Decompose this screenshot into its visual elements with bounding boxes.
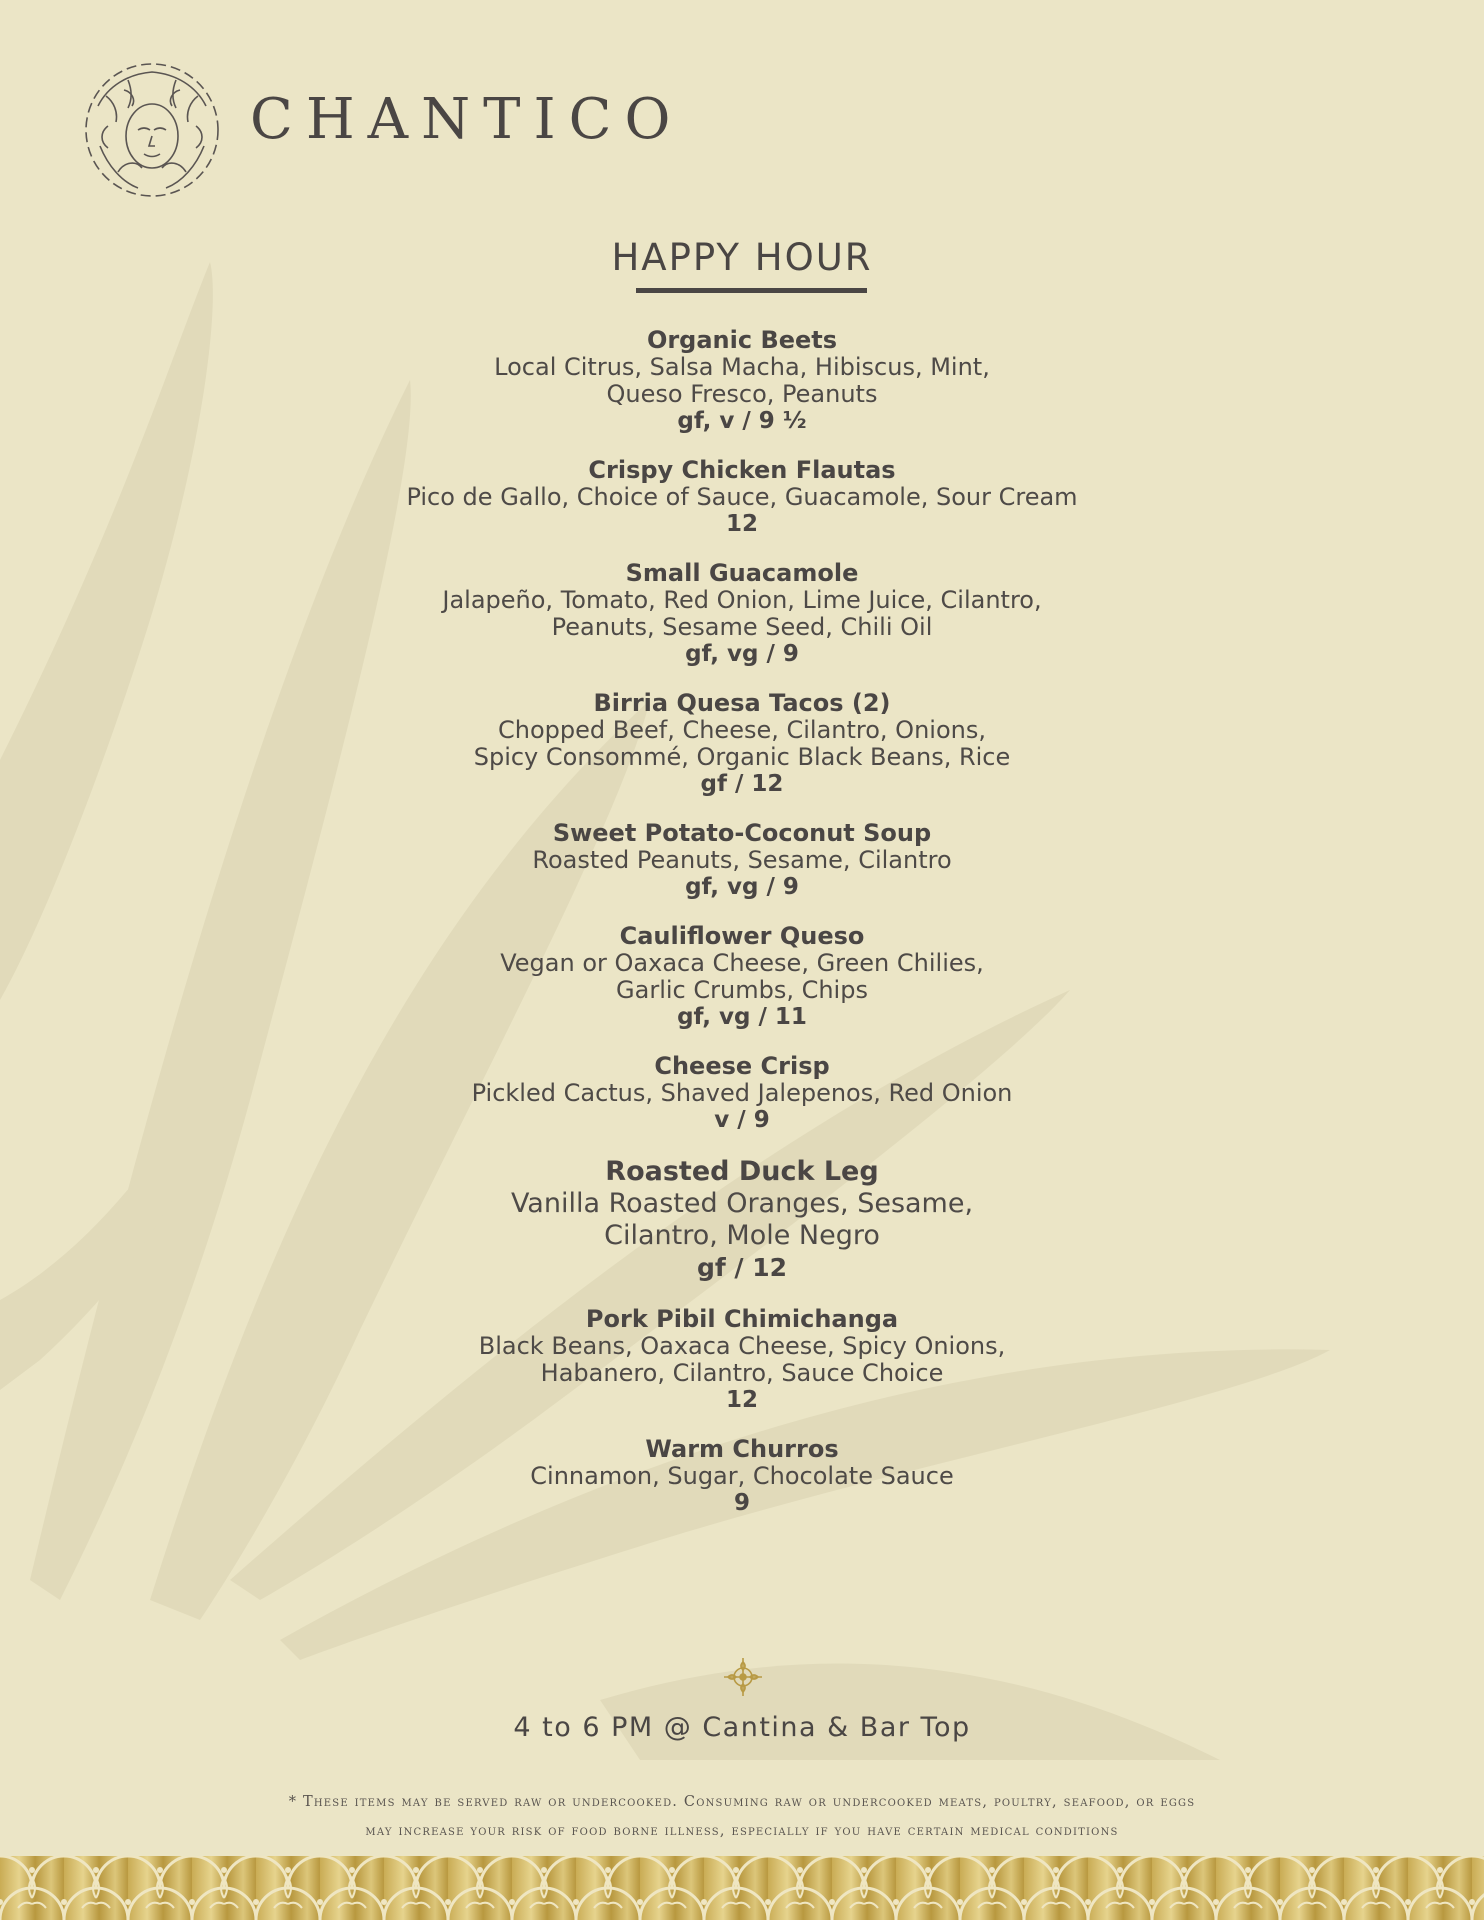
sun-face-emblem-icon <box>78 56 226 204</box>
brand-name: CHANTICO <box>250 87 684 152</box>
item-description: Garlic Crumbs, Chips <box>616 976 868 1004</box>
item-description: Peanuts, Sesame Seed, Chili Oil <box>551 613 933 641</box>
item-name: Organic Beets <box>646 326 838 354</box>
item-description: Queso Fresco, Peanuts <box>606 380 878 408</box>
item-price: gf, vg / 9 <box>685 641 799 667</box>
section-title: HAPPY HOUR <box>611 236 873 279</box>
menu-list <box>0 327 1484 1539</box>
menu-item <box>0 690 1484 798</box>
menu-item <box>0 1306 1484 1414</box>
item-price: v / 9 <box>714 1107 770 1133</box>
menu-item <box>0 1053 1484 1134</box>
item-price: gf, v / 9 ½ <box>677 408 807 434</box>
item-description: Habanero, Cilantro, Sauce Choice <box>540 1359 944 1387</box>
item-description: Jalapeño, Tomato, Red Onion, Lime Juice, Cilantro, <box>442 586 1042 614</box>
menu-item <box>0 457 1484 538</box>
item-name: Warm Churros <box>645 1435 839 1463</box>
item-name: Sweet Potato-Coconut Soup <box>552 819 932 847</box>
item-description: Vanilla Roasted Oranges, Sesame, <box>510 1188 974 1219</box>
menu-item <box>0 923 1484 1031</box>
item-name: Crispy Chicken Flautas <box>588 456 896 484</box>
item-description: Black Beans, Oaxaca Cheese, Spicy Onions, <box>478 1332 1006 1360</box>
item-name: Birria Quesa Tacos (2) <box>593 689 891 717</box>
menu-item <box>0 560 1484 668</box>
item-price: gf / 12 <box>696 1253 788 1282</box>
compass-rose-ornament-icon <box>722 1656 764 1698</box>
item-price: gf / 12 <box>700 771 784 797</box>
item-price: 9 <box>733 1490 750 1516</box>
food-safety-disclaimer <box>0 1788 1484 1846</box>
title-underline <box>636 288 867 293</box>
item-price: gf, vg / 11 <box>677 1004 807 1030</box>
item-name: Roasted Duck Leg <box>605 1156 879 1187</box>
item-price: 12 <box>725 511 758 537</box>
menu-item <box>0 1436 1484 1517</box>
gold-pattern-border <box>0 1856 1484 1920</box>
happy-hour-times: 4 to 6 PM @ Cantina & Bar Top <box>513 1712 971 1743</box>
item-description: Local Citrus, Salsa Macha, Hibiscus, Mint, <box>494 353 990 381</box>
item-description: Vegan or Oaxaca Cheese, Green Chilies, <box>500 949 984 977</box>
item-description: Pico de Gallo, Choice of Sauce, Guacamole, Sour Cream <box>406 483 1078 511</box>
item-name: Small Guacamole <box>625 559 859 587</box>
item-description: Roasted Peanuts, Sesame, Cilantro <box>532 846 952 874</box>
item-description: Pickled Cactus, Shaved Jalepenos, Red Onion <box>471 1079 1013 1107</box>
disclaimer-line: may increase your risk of food borne illness, especially if you have certain medical conditions <box>365 1823 1119 1839</box>
item-description: Cilantro, Mole Negro <box>604 1220 880 1251</box>
item-name: Pork Pibil Chimichanga <box>585 1305 899 1333</box>
item-price: 12 <box>725 1387 758 1413</box>
item-description: Chopped Beef, Cheese, Cilantro, Onions, <box>498 716 986 744</box>
menu-item <box>0 1156 1484 1284</box>
menu-item <box>0 820 1484 901</box>
item-description: Spicy Consommé, Organic Black Beans, Rice <box>473 743 1011 771</box>
disclaimer-line: * These items may be served raw or undercooked. Consuming raw or undercooked meats, poultry, seafood, or eggs <box>288 1794 1196 1810</box>
item-name: Cauliflower Queso <box>619 922 865 950</box>
item-description: Cinnamon, Sugar, Chocolate Sauce <box>530 1462 954 1490</box>
item-price: gf, vg / 9 <box>685 874 799 900</box>
item-name: Cheese Crisp <box>654 1052 830 1080</box>
menu-item <box>0 327 1484 435</box>
